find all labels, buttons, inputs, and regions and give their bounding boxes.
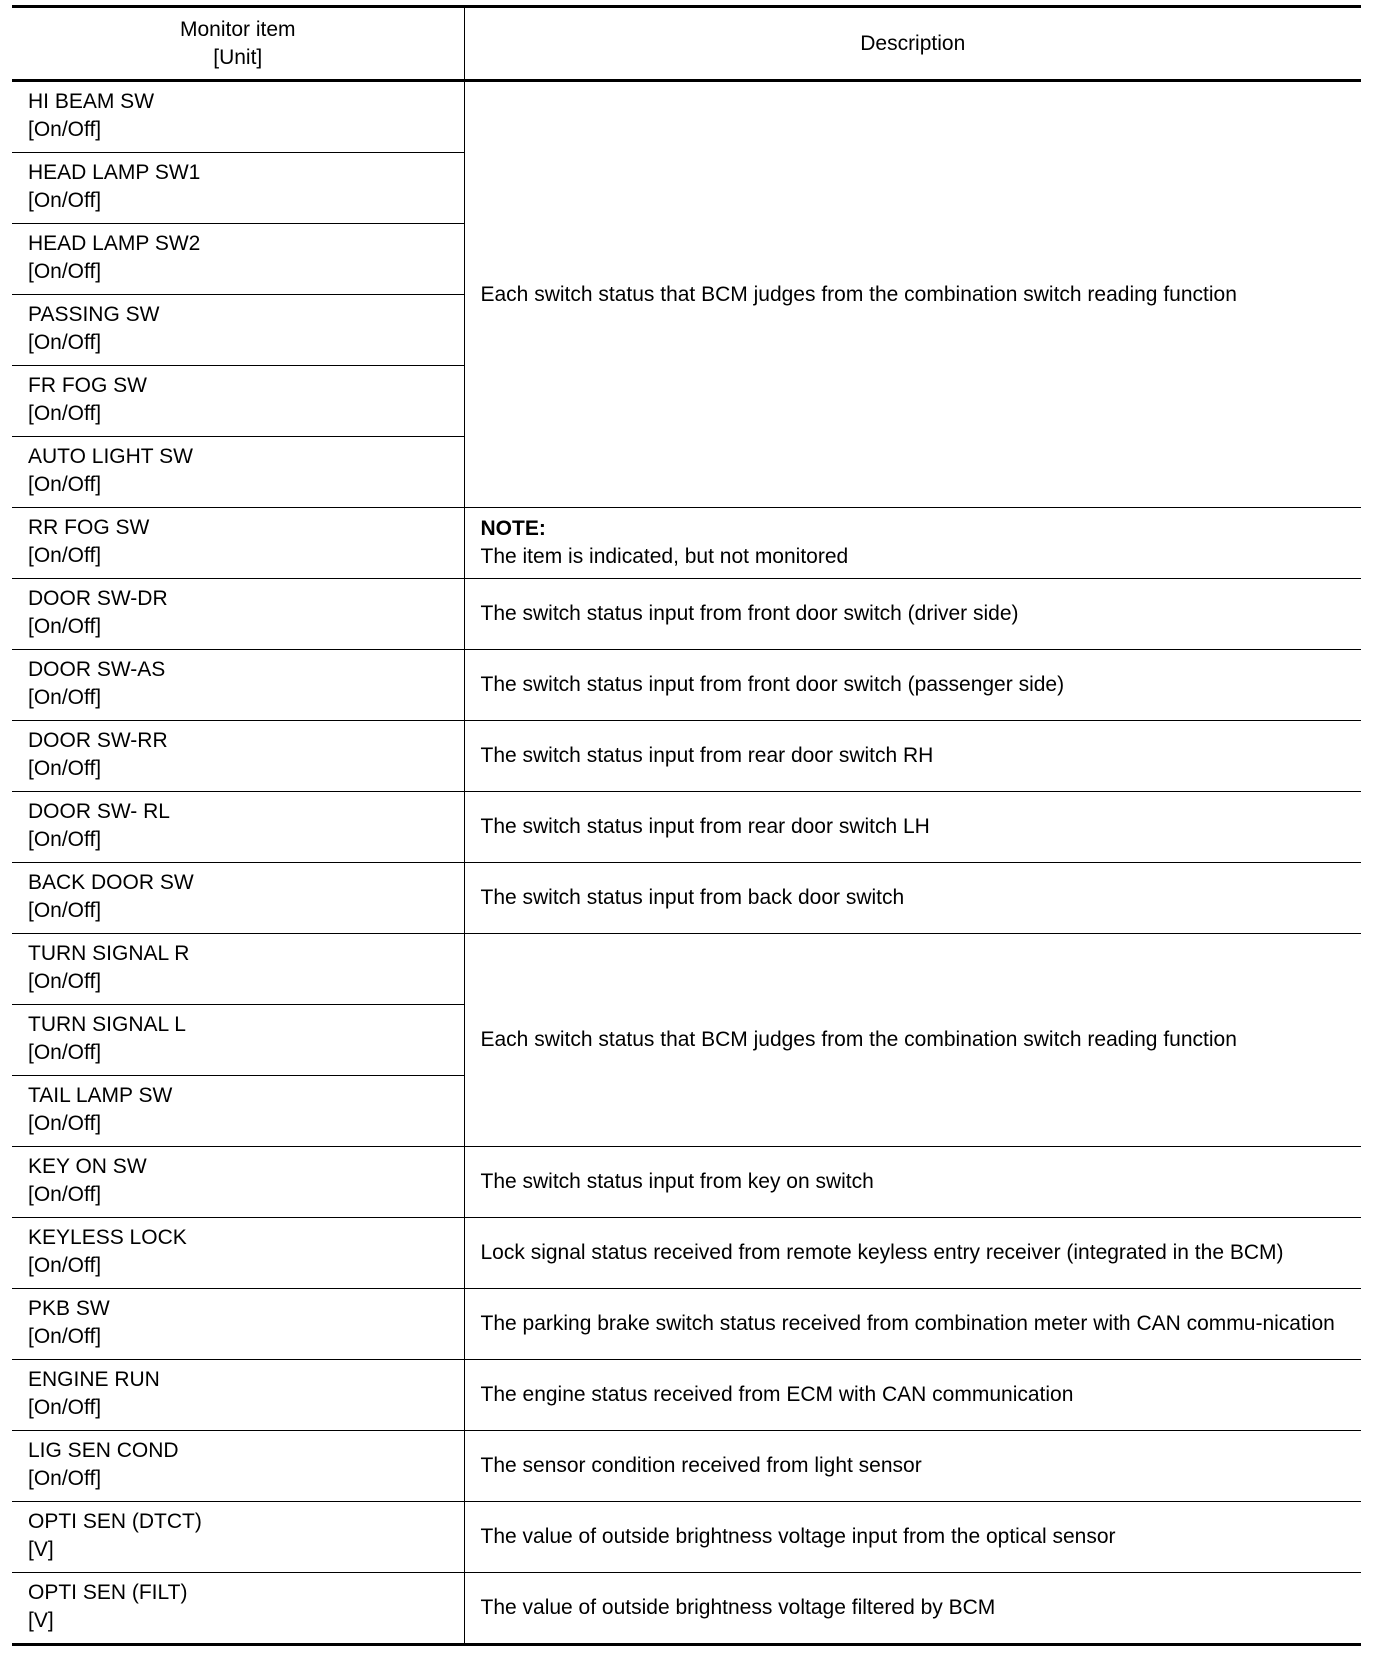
monitor-item-name: DOOR SW-RR <box>28 729 168 752</box>
description-text: The switch status input from back door switch <box>480 886 905 909</box>
table-row <box>12 508 1361 579</box>
monitor-item-cell <box>12 650 464 721</box>
monitor-item-unit: [On/Off] <box>28 473 102 496</box>
monitor-item-name: ENGINE RUN <box>28 1368 160 1391</box>
monitor-item-name: TURN SIGNAL R <box>28 942 190 965</box>
monitor-item-name: OPTI SEN (DTCT) <box>28 1510 202 1533</box>
monitor-item-cell <box>12 863 464 934</box>
description-cell <box>464 579 1361 650</box>
monitor-item-cell <box>12 1431 464 1502</box>
description-text: Each switch status that BCM judges from the combination switch reading function <box>480 282 1237 306</box>
monitor-item-unit: [On/Off] <box>28 757 102 780</box>
table-row <box>12 1502 1361 1573</box>
monitor-item-cell <box>12 934 464 1005</box>
table-row <box>12 81 1361 153</box>
monitor-item-header <box>12 7 464 81</box>
monitor-item-name: TAIL LAMP SW <box>28 1084 173 1107</box>
monitor-item-unit: [On/Off] <box>28 260 102 283</box>
monitor-item-unit: [On/Off] <box>28 1396 102 1419</box>
description-text: Lock signal status received from remote keyless entry receiver (integrated in the BCM) <box>480 1241 1284 1264</box>
table-row <box>12 1360 1361 1431</box>
description-text: The switch status input from rear door switch RH <box>480 744 934 767</box>
monitor-item-name: HEAD LAMP SW2 <box>28 232 201 255</box>
description-text: The parking brake switch status received from combination meter with CAN commu-nication <box>480 1312 1335 1335</box>
monitor-item-name: PKB SW <box>28 1297 110 1320</box>
description-text: The value of outside brightness voltage input from the optical sensor <box>480 1525 1116 1548</box>
table-header-row <box>12 7 1361 81</box>
monitor-item-unit: [On/Off] <box>28 331 102 354</box>
monitor-item-name: DOOR SW- RL <box>28 800 170 823</box>
description-cell <box>464 1147 1361 1218</box>
table-row <box>12 1573 1361 1645</box>
monitor-item-unit: [On/Off] <box>28 1183 102 1206</box>
monitor-item-cell <box>12 153 464 224</box>
table-row <box>12 1147 1361 1218</box>
table-row <box>12 934 1361 1005</box>
monitor-item-unit: [On/Off] <box>28 686 102 709</box>
monitor-item-unit: [On/Off] <box>28 828 102 851</box>
monitor-item-unit: [On/Off] <box>28 899 102 922</box>
monitor-item-unit: [On/Off] <box>28 1467 102 1490</box>
monitor-item-table <box>12 5 1361 1646</box>
description-text: The switch status input from key on switch <box>480 1170 874 1193</box>
table-row <box>12 863 1361 934</box>
table-row <box>12 1431 1361 1502</box>
monitor-item-unit: [On/Off] <box>28 1041 102 1064</box>
monitor-item-cell <box>12 1573 464 1645</box>
monitor-item-name: PASSING SW <box>28 303 160 326</box>
monitor-item-cell <box>12 1360 464 1431</box>
table-row <box>12 579 1361 650</box>
table-row <box>12 650 1361 721</box>
description-cell <box>464 1431 1361 1502</box>
monitor-item-cell <box>12 1218 464 1289</box>
description-text: The switch status input from rear door switch LH <box>480 815 930 838</box>
description-cell <box>464 1218 1361 1289</box>
monitor-item-header-label: Monitor item <box>179 17 296 41</box>
monitor-item-name: TURN SIGNAL L <box>28 1013 186 1036</box>
monitor-item-name: HI BEAM SW <box>28 90 155 113</box>
monitor-item-name: OPTI SEN (FILT) <box>28 1581 188 1604</box>
monitor-item-cell <box>12 1502 464 1573</box>
monitor-item-unit: [On/Off] <box>28 189 102 212</box>
description-cell <box>464 863 1361 934</box>
description-cell <box>464 1289 1361 1360</box>
monitor-item-name: DOOR SW-AS <box>28 658 166 681</box>
table-row <box>12 1218 1361 1289</box>
description-text: The value of outside brightness voltage filtered by BCM <box>480 1596 996 1619</box>
description-text: The item is indicated, but not monitored <box>480 545 849 568</box>
table-row <box>12 1289 1361 1360</box>
monitor-item-name: AUTO LIGHT SW <box>28 445 193 468</box>
monitor-item-unit: [On/Off] <box>28 1254 102 1277</box>
monitor-item-name: FR FOG SW <box>28 374 147 397</box>
note-label: NOTE: <box>480 517 546 540</box>
table-row <box>12 721 1361 792</box>
description-text: The switch status input from front door switch (passenger side) <box>480 673 1065 696</box>
monitor-item-cell <box>12 1076 464 1147</box>
monitor-item-cell <box>12 81 464 153</box>
monitor-item-unit: [On/Off] <box>28 544 102 567</box>
description-text: The engine status received from ECM with CAN communication <box>480 1383 1074 1406</box>
monitor-item-name: LIG SEN COND <box>28 1439 179 1462</box>
description-cell <box>464 934 1361 1147</box>
monitor-item-unit: [V] <box>28 1609 54 1632</box>
monitor-item-cell <box>12 295 464 366</box>
description-text: The sensor condition received from light sensor <box>480 1454 922 1477</box>
monitor-item-cell <box>12 437 464 508</box>
monitor-item-cell <box>12 792 464 863</box>
monitor-item-unit: [On/Off] <box>28 1112 102 1135</box>
description-cell <box>464 508 1361 579</box>
description-cell <box>464 1573 1361 1645</box>
monitor-item-name: KEYLESS LOCK <box>28 1226 187 1249</box>
monitor-item-cell <box>12 1147 464 1218</box>
monitor-item-name: RR FOG SW <box>28 516 150 539</box>
monitor-item-cell <box>12 721 464 792</box>
description-cell <box>464 1360 1361 1431</box>
table-row <box>12 792 1361 863</box>
monitor-item-cell <box>12 366 464 437</box>
monitor-item-name: KEY ON SW <box>28 1155 147 1178</box>
monitor-item-cell <box>12 508 464 579</box>
description-cell <box>464 792 1361 863</box>
unit-header-label: [Unit] <box>213 45 263 69</box>
monitor-item-name: DOOR SW-DR <box>28 587 168 610</box>
monitor-item-unit: [On/Off] <box>28 402 102 425</box>
monitor-item-cell <box>12 1005 464 1076</box>
description-header: Description <box>464 7 1361 81</box>
monitor-item-unit: [On/Off] <box>28 615 102 638</box>
description-cell <box>464 721 1361 792</box>
monitor-item-cell <box>12 224 464 295</box>
description-cell <box>464 81 1361 508</box>
monitor-item-unit: [On/Off] <box>28 118 102 141</box>
monitor-item-cell <box>12 1289 464 1360</box>
description-text: The switch status input from front door switch (driver side) <box>480 602 1019 625</box>
monitor-item-unit: [On/Off] <box>28 970 102 993</box>
monitor-item-name: HEAD LAMP SW1 <box>28 161 201 184</box>
monitor-item-name: BACK DOOR SW <box>28 871 194 894</box>
monitor-item-unit: [V] <box>28 1538 54 1561</box>
description-cell <box>464 1502 1361 1573</box>
monitor-item-cell <box>12 579 464 650</box>
description-text: Each switch status that BCM judges from the combination switch reading function <box>480 1028 1237 1051</box>
description-cell <box>464 650 1361 721</box>
monitor-item-unit: [On/Off] <box>28 1325 102 1348</box>
